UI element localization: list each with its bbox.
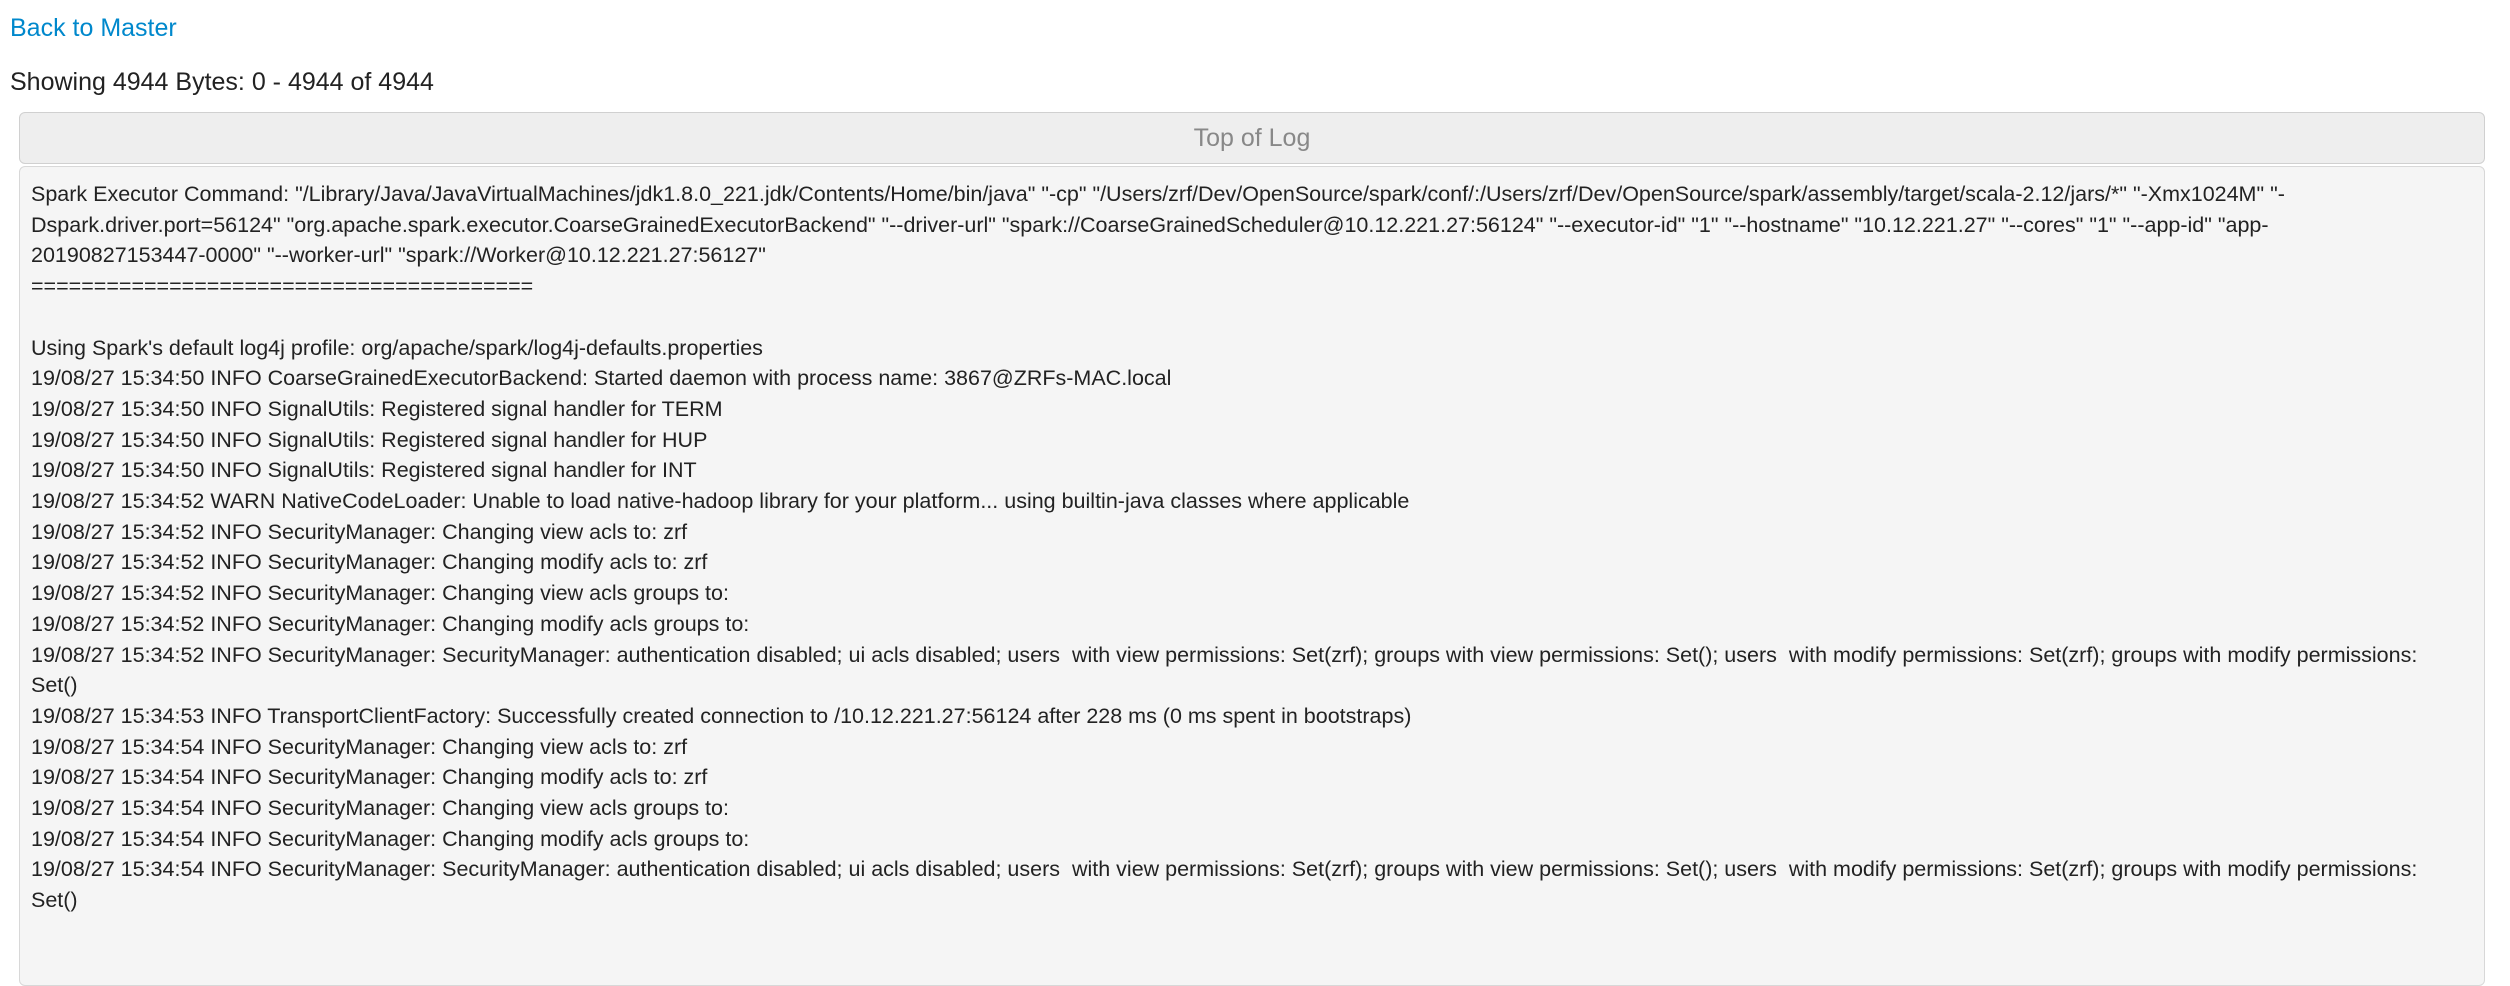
log-line: 19/08/27 15:34:52 INFO SecurityManager: Changing modify acls to: zrf	[31, 550, 708, 575]
log-line: 19/08/27 15:34:52 INFO SecurityManager: SecurityManager: authentication disabled; ui acls disabled; users with view permissions: Set(zrf); groups with view permissions: Set(); users with modify permissions: Set(zrf); groups with modify permissions: Set()	[31, 642, 2424, 698]
log-line: 19/08/27 15:34:54 INFO SecurityManager: Changing view acls groups to:	[31, 796, 735, 821]
log-line: 19/08/27 15:34:52 INFO SecurityManager: Changing view acls groups to:	[31, 581, 735, 606]
log-line: 19/08/27 15:34:54 INFO SecurityManager: Changing modify acls to: zrf	[31, 765, 708, 790]
log-line: 19/08/27 15:34:50 INFO SignalUtils: Registered signal handler for HUP	[31, 427, 708, 452]
log-line: Spark Executor Command: "/Library/Java/JavaVirtualMachines/jdk1.8.0_221.jdk/Contents/Home/bin/java" "-cp" "/Users/zrf/Dev/OpenSource/spark/conf/:/Users/zrf/Dev/OpenSource/spark/assembly/target/scala-2.12/jars/*" "-Xmx1024M" "-Dspark.driver.port=56124" "org.apache.spark.executor.CoarseGrainedExecutorBackend" "--driver-url" "spark://CoarseGrainedScheduler@10.12.221.27:56124" "--executor-id" "1" "--hostname" "10.12.221.27" "--cores" "1" "--app-id" "app-20190827153447-0000" "--worker-url" "spark://Worker@10.12.221.27:56127"	[31, 182, 2285, 268]
log-line: 19/08/27 15:34:54 INFO SecurityManager: SecurityManager: authentication disabled; ui acls disabled; users with view permissions: Set(zrf); groups with view permissions: Set(); users with modify permissions: Set(zrf); groups with modify permissions: Set()	[31, 857, 2424, 913]
log-line: 19/08/27 15:34:50 INFO CoarseGrainedExecutorBackend: Started daemon with process name: 3867@ZRFs-MAC.local	[31, 366, 1172, 391]
log-line: 19/08/27 15:34:52 WARN NativeCodeLoader: Unable to load native-hadoop library for your platform... using builtin-java classes where applicable	[31, 489, 1410, 514]
log-line: Using Spark's default log4j profile: org/apache/spark/log4j-defaults.properties	[31, 335, 763, 360]
back-to-master-link[interactable]: Back to Master	[10, 14, 177, 42]
log-line: 19/08/27 15:34:54 INFO SecurityManager: Changing view acls to: zrf	[31, 734, 688, 759]
log-line	[31, 302, 2441, 333]
log-line: 19/08/27 15:34:52 INFO SecurityManager: Changing modify acls groups to:	[31, 611, 756, 636]
log-line: 19/08/27 15:34:53 INFO TransportClientFactory: Successfully created connection to /10.12.221.27:56124 after 228 ms (0 ms spent in bootstraps)	[31, 703, 1412, 728]
log-line: 19/08/27 15:34:50 INFO SignalUtils: Registered signal handler for TERM	[31, 396, 723, 421]
log-line: ========================================	[31, 274, 534, 299]
log-line: 19/08/27 15:34:50 INFO SignalUtils: Registered signal handler for INT	[31, 458, 697, 483]
log-content	[19, 166, 2485, 986]
bytes-summary: Showing 4944 Bytes: 0 - 4944 of 4944	[10, 68, 434, 96]
log-line: 19/08/27 15:34:52 INFO SecurityManager: Changing view acls to: zrf	[31, 519, 688, 544]
log-line: 19/08/27 15:34:54 INFO SecurityManager: Changing modify acls groups to:	[31, 826, 756, 851]
top-of-log-button[interactable]: Top of Log	[19, 112, 2485, 164]
